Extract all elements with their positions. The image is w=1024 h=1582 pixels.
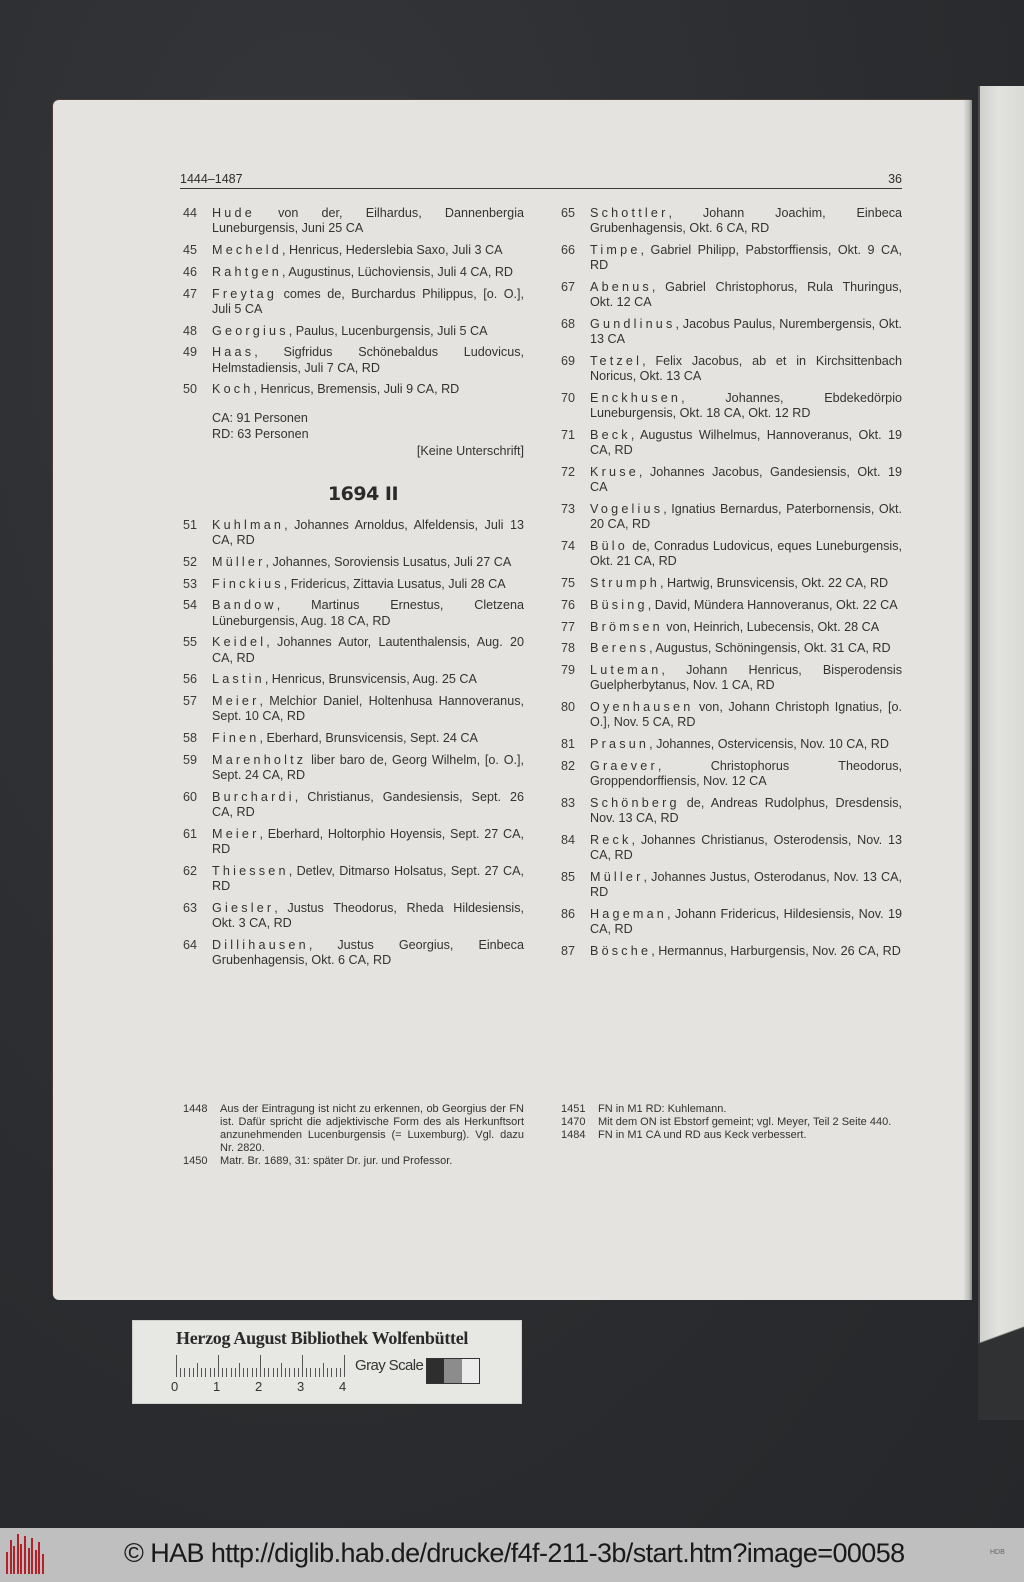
entry-surname: Berens [590, 641, 650, 656]
ruler-tick [252, 1368, 253, 1377]
register-entry [558, 502, 902, 532]
entry-details: de, Conradus Ludovicus, eques Luneburgensis, Okt. 21 CA, RD [590, 539, 902, 569]
entry-list-after [180, 518, 524, 969]
entry-number: 56 [183, 672, 198, 687]
entry-details: , David, Mündera Hannoveranus, Okt. 22 CA [647, 597, 898, 612]
ruler-tick [214, 1368, 215, 1377]
right-column [558, 206, 902, 966]
register-entry [180, 287, 524, 317]
ruler-tick [323, 1363, 324, 1377]
register-entry [558, 833, 902, 863]
ruler-label: 0 [171, 1379, 179, 1394]
copyright-url[interactable]: © HAB http://diglib.hab.de/drucke/f4f-211-3b/start.htm?image=00058 [124, 1538, 905, 1568]
entry-surname: Schönberg [590, 795, 680, 810]
footnote [558, 1116, 902, 1129]
ruler-label: 2 [255, 1379, 263, 1394]
register-entry [558, 796, 902, 826]
register-entry [180, 938, 524, 968]
entry-number: 68 [561, 317, 576, 331]
entry-details: , Eberhard, Brunsvicensis, Sept. 24 CA [259, 731, 478, 746]
register-entry [180, 901, 524, 931]
ruler-tick [189, 1368, 190, 1377]
entry-details: , Justus Theodorus, Rheda Hildesiensis, Okt. 3 CA, RD [212, 900, 524, 931]
entry-details: , Johannes Jacobus, Gandesiensis, Okt. 19 CA [590, 465, 902, 495]
entry-details: von, Heinrich, Lubecensis, Okt. 28 CA [662, 619, 880, 634]
entry-surname: Koch [212, 382, 254, 397]
ruler-tick [331, 1368, 332, 1377]
entry-number: 46 [183, 264, 198, 279]
ruler-tick [218, 1355, 219, 1377]
footnote-text: Mit dem ON ist Ebstorf gemeint; vgl. Meyer, Teil 2 Seite 440. [598, 1116, 892, 1128]
ruler-tick [247, 1368, 248, 1377]
entry-details: von, Johann Christoph Ignatius, [o. O.], Nov. 5 CA, RD [590, 700, 902, 730]
entry-number: 58 [183, 731, 198, 746]
entry-surname: Reck [590, 832, 632, 847]
entry-surname: Keidel [212, 635, 267, 650]
entry-surname: Müller [212, 554, 266, 569]
entry-surname: Marenholtz [212, 752, 307, 767]
mini-mark: HDB [990, 1549, 1005, 1556]
entry-details: , Augustinus, Lüchoviensis, Juli 4 CA, RD [282, 264, 514, 279]
entry-surname: Dillihausen [212, 937, 309, 952]
entry-number: 70 [561, 391, 576, 405]
entry-details: , Felix Jacobus, ab et in Kirchsittenbach Noricus, Okt. 13 CA [590, 354, 902, 384]
ruler-tick [302, 1355, 303, 1377]
ruler-label: 1 [213, 1379, 221, 1394]
entry-surname: Meier [212, 826, 260, 841]
entry-details: , Christianus, Gandesiensis, Sept. 26 CA, RD [212, 789, 524, 820]
ruler-tick [264, 1368, 265, 1377]
register-entry [180, 206, 524, 236]
entry-surname: Mecheld [212, 243, 283, 257]
entry-details: de, Andreas Rudolphus, Dresdensis, Nov. 13 CA, RD [590, 795, 902, 826]
entry-details: , Johannes Autor, Lautenthalensis, Aug. 20 CA, RD [212, 635, 524, 665]
ruler-tick [222, 1368, 223, 1377]
entry-surname: Kruse [590, 465, 639, 479]
entry-details: , Henricus, Brunsvicensis, Aug. 25 CA [264, 672, 477, 687]
register-entry [180, 635, 524, 665]
ruler-tick [193, 1368, 194, 1377]
register-entry [558, 737, 902, 752]
entry-number: 79 [561, 663, 576, 678]
entry-surname: Giesler [212, 900, 275, 915]
summary-ca: CA: 91 Personen [212, 410, 308, 425]
footnote-number: 1484 [561, 1129, 586, 1141]
summary-rd: RD: 63 Personen [212, 426, 309, 441]
footnote-text: Matr. Br. 1689, 31: später Dr. jur. und Professor. [220, 1155, 453, 1167]
entry-surname: Burchardi [212, 789, 295, 804]
ruler-tick [281, 1363, 282, 1377]
ruler-tick [231, 1368, 232, 1377]
entry-details: , Johannes, Ostervicensis, Nov. 10 CA, RD [649, 737, 889, 752]
entry-number: 48 [183, 323, 198, 338]
entry-number: 52 [183, 554, 198, 569]
entry-number: 76 [561, 597, 576, 612]
entry-details: , Sigfridus Schönebaldus Ludovicus, Helmstadiensis, Juli 7 CA, RD [212, 345, 524, 375]
entry-details: , Fridericus, Zittavia Lusatus, Juli 28 CA [283, 576, 506, 591]
entry-surname: Gundlinus [590, 317, 676, 331]
entry-number: 47 [183, 286, 198, 301]
entry-details: , Johannes Arnoldus, Alfeldensis, Juli 13 CA, RD [212, 517, 524, 547]
register-entry [180, 577, 524, 592]
entry-details: , Paulus, Lucenburgensis, Juli 5 CA [288, 323, 488, 338]
ruler-tick [315, 1368, 316, 1377]
gray-swatch [427, 1359, 444, 1383]
entry-surname: Hude [212, 206, 255, 220]
entry-number: 80 [561, 700, 576, 715]
entry-surname: Brömsen [590, 619, 663, 634]
entry-number: 61 [183, 826, 198, 841]
entry-surname: Bösche [590, 943, 652, 958]
entry-surname: Haas [212, 345, 255, 360]
register-entry [180, 864, 524, 894]
entry-number: 57 [183, 694, 198, 709]
entry-surname: Meier [212, 694, 260, 709]
entry-number: 65 [561, 206, 576, 220]
entry-details: , Detlev, Ditmarso Holsatus, Sept. 27 CA, RD [212, 863, 524, 894]
footnotes-left [180, 1103, 524, 1168]
entry-number: 75 [561, 576, 576, 590]
facing-page-shadow [978, 1280, 1024, 1420]
entry-details: , Johann Fridericus, Hildesiensis, Nov. 19 CA, RD [590, 906, 902, 937]
entry-details: , Christophorus Theodorus, Groppendorffiensis, Nov. 12 CA [590, 758, 902, 789]
page-number: 36 [888, 172, 902, 186]
register-entry [180, 731, 524, 746]
entry-details: , Johannes, Soroviensis Lusatus, Juli 27 CA [265, 554, 512, 569]
footnote-text: FN in M1 CA und RD aus Keck verbessert. [598, 1129, 807, 1141]
color-calibration-card [132, 1320, 522, 1404]
entry-number: 87 [561, 943, 576, 958]
entry-details: , Johannes Christianus, Osterodensis, Nov. 13 CA, RD [590, 832, 902, 863]
ruler-tick [344, 1355, 345, 1377]
entry-details: , Jacobus Paulus, Nurembergensis, Okt. 13 CA [590, 317, 902, 347]
entry-number: 66 [561, 243, 576, 257]
entry-details: von der, Eilhardus, Dannenbergia Luneburgensis, Juni 25 CA [212, 206, 524, 236]
entry-list-before [180, 206, 524, 398]
entry-number: 54 [183, 598, 198, 613]
ruler-tick [197, 1363, 198, 1377]
ruler-tick [210, 1368, 211, 1377]
entry-details: , Eberhard, Holtorphio Hoyensis, Sept. 27 CA, RD [212, 826, 524, 857]
signature-note: [Keine Unterschrift] [416, 443, 524, 458]
footnote-text: FN in M1 RD: Kuhlemann. [598, 1103, 727, 1115]
ruler-tick [306, 1368, 307, 1377]
register-entry [558, 576, 902, 591]
ruler-tick [336, 1368, 337, 1377]
register-entry [558, 465, 902, 495]
ruler-label: 3 [297, 1379, 305, 1394]
register-entry [558, 598, 902, 613]
summary-block [180, 410, 524, 459]
entry-details: , Johannes Justus, Osterodanus, Nov. 13 CA, RD [590, 869, 902, 900]
entry-number: 81 [561, 737, 576, 752]
entry-number: 73 [561, 502, 576, 516]
register-entry [558, 354, 902, 384]
ruler-tick [285, 1368, 286, 1377]
ruler-tick [226, 1368, 227, 1377]
register-entry [558, 539, 902, 569]
register-entry [558, 641, 902, 656]
ruler-tick [340, 1368, 341, 1377]
footnote [180, 1155, 524, 1168]
entry-details: , Augustus Wilhelmus, Hannoveranus, Okt. 19 CA, RD [590, 428, 902, 458]
entry-number: 78 [561, 641, 576, 656]
register-entry [180, 827, 524, 857]
entry-surname: Luteman [590, 663, 662, 678]
footnote-number: 1450 [183, 1155, 208, 1167]
entry-number: 53 [183, 576, 198, 591]
entry-number: 45 [183, 243, 198, 257]
entry-number: 62 [183, 863, 198, 878]
entry-surname: Finckius [212, 576, 284, 591]
ruler-label: 4 [339, 1379, 347, 1394]
entry-number: 63 [183, 900, 198, 915]
register-entry [558, 280, 902, 310]
entry-number: 44 [183, 206, 198, 220]
entry-surname: Beck [590, 428, 631, 442]
entry-surname: Timpe [590, 243, 641, 257]
entry-surname: Abenus [590, 280, 652, 294]
ruler-tick [260, 1355, 261, 1377]
gray-swatch [462, 1359, 479, 1383]
ruler-tick [205, 1368, 206, 1377]
library-title: Herzog August Bibliothek Wolfenbüttel [176, 1328, 469, 1348]
entry-number: 60 [183, 789, 198, 804]
ruler-labels [171, 1379, 361, 1395]
entry-surname: Prasun [590, 737, 650, 752]
ruler-tick [298, 1368, 299, 1377]
entry-surname: Georgius [212, 323, 289, 338]
entry-surname: Müller [590, 869, 644, 884]
running-head-range: 1444–1487 [180, 172, 243, 186]
ruler-tick [277, 1368, 278, 1377]
footnote [180, 1103, 524, 1155]
register-entry [558, 663, 902, 693]
entry-surname: Enckhusen [590, 391, 682, 405]
entry-surname: Freytag [212, 286, 278, 301]
footnote [558, 1103, 902, 1116]
entry-details: , Johannes, Ebdekedörpio Luneburgensis, Okt. 18 CA, Okt. 12 RD [590, 391, 902, 421]
entry-number: 55 [183, 635, 198, 650]
entry-details: , Henricus, Bremensis, Juli 9 CA, RD [253, 382, 460, 397]
entry-number: 50 [183, 382, 198, 397]
ruler-tick [289, 1368, 290, 1377]
entry-details: , Melchior Daniel, Holtenhusa Hannoveranus, Sept. 10 CA, RD [212, 694, 524, 724]
register-entry [558, 759, 902, 789]
entry-details: comes de, Burchardus Philippus, [o. O.], Juli 5 CA [212, 286, 524, 316]
entry-surname: Oyenhausen [590, 700, 694, 715]
entry-surname: Vogelius [590, 502, 664, 516]
ruler-tick [184, 1368, 185, 1377]
entry-surname: Schottler [590, 206, 669, 220]
entry-details: , Henricus, Hederslebia Saxo, Juli 3 CA [282, 243, 503, 257]
entry-number: 72 [561, 465, 576, 479]
entry-surname: Finen [212, 731, 260, 746]
register-entry [180, 753, 524, 783]
register-entry [180, 672, 524, 687]
footnotes-right [558, 1103, 902, 1142]
footnote-number: 1451 [561, 1103, 586, 1115]
entry-number: 49 [183, 345, 198, 360]
entry-surname: Bandow [212, 598, 277, 613]
entry-surname: Graever [590, 758, 658, 773]
entry-number: 67 [561, 280, 576, 294]
left-column [180, 206, 524, 975]
gray-scale-swatches [426, 1358, 480, 1384]
register-entry [180, 382, 524, 397]
entry-number: 51 [183, 517, 198, 532]
entry-details: , Johann Joachim, Einbeca Grubenhagensis, Okt. 6 CA, RD [590, 206, 902, 236]
register-entry [180, 694, 524, 724]
ruler-tick [268, 1368, 269, 1377]
register-entry [558, 206, 902, 236]
register-entry [180, 518, 524, 548]
register-entry [180, 324, 524, 339]
ruler-tick [327, 1368, 328, 1377]
entry-details: , Johann Henricus, Bisperodensis Guelpherbytanus, Nov. 1 CA, RD [590, 663, 902, 693]
register-entry [558, 243, 902, 273]
entry-surname: Kuhlman [212, 517, 285, 532]
entry-surname: Büsing [590, 597, 648, 612]
entry-surname: Bülo [590, 539, 629, 553]
gray-scale-label: Gray Scale [355, 1357, 424, 1374]
entry-details: , Justus Georgius, Einbeca Grubenhagensis, Okt. 6 CA, RD [212, 937, 524, 968]
register-entry [180, 598, 524, 628]
entry-number: 86 [561, 906, 576, 921]
hab-logo-icon [6, 1534, 48, 1576]
entry-number: 59 [183, 752, 198, 767]
footnote-number: 1448 [183, 1103, 208, 1115]
entry-details: , Gabriel Philipp, Pabstorffiensis, Okt. 9 CA, RD [590, 243, 902, 273]
footnote [558, 1129, 902, 1142]
ruler-tick [319, 1368, 320, 1377]
footnote-number: 1470 [561, 1116, 586, 1128]
entry-surname: Thiessen [212, 863, 289, 878]
ruler-tick [294, 1368, 295, 1377]
ruler-scale [176, 1355, 346, 1377]
ruler-tick [256, 1368, 257, 1377]
register-entry [180, 345, 524, 375]
ruler-tick [176, 1355, 177, 1377]
entry-number: 74 [561, 539, 576, 553]
register-entry [180, 265, 524, 280]
register-entry [558, 870, 902, 900]
entry-surname: Rahtgen [212, 264, 283, 279]
register-entry [180, 555, 524, 570]
register-entry [558, 428, 902, 458]
register-entry [180, 243, 524, 258]
entry-number: 85 [561, 869, 576, 884]
register-entry [558, 944, 902, 959]
ruler-tick [243, 1368, 244, 1377]
entry-surname: Hageman [590, 906, 668, 921]
footer-bar [0, 1528, 1024, 1582]
entry-details: , Augustus, Schöningensis, Okt. 31 CA, RD [649, 641, 891, 656]
entry-number: 64 [183, 937, 198, 952]
register-entry [558, 700, 902, 730]
register-entry [558, 620, 902, 635]
facing-page-edge [978, 86, 1024, 1406]
entry-surname: Tetzel [590, 354, 643, 368]
entry-details: , Martinus Ernestus, Cletzena Lüneburgensis, Aug. 18 CA, RD [212, 598, 524, 628]
register-entry [558, 317, 902, 347]
entry-details: , Ignatius Bernardus, Paterbornensis, Okt. 20 CA, RD [590, 502, 902, 532]
footnote-text: Aus der Eintragung ist nicht zu erkennen, ob Georgius der FN ist. Dafür spricht die adjektivische Form des als Herkunftsort anzunehmenden Lucenburgensis (= Luxemburg). Vgl. dazu Nr. 2820. [220, 1103, 524, 1154]
running-head [180, 172, 902, 189]
entry-surname: Strumph [590, 576, 660, 590]
entry-details: , Hartwig, Brunsvicensis, Okt. 22 CA, RD [660, 576, 889, 590]
entry-details: , Gabriel Christophorus, Rula Thuringus, Okt. 12 CA [590, 280, 902, 310]
register-entry [558, 907, 902, 937]
register-entry [180, 790, 524, 820]
page-gutter [964, 100, 972, 1300]
register-entry [558, 391, 902, 421]
entry-number: 71 [561, 428, 576, 442]
entry-number: 77 [561, 619, 576, 634]
ruler-tick [180, 1368, 181, 1377]
ruler-tick [201, 1368, 202, 1377]
entry-number: 82 [561, 758, 576, 773]
entry-details: liber baro de, Georg Wilhelm, [o. O.], Sept. 24 CA, RD [212, 752, 524, 783]
gray-swatch [444, 1359, 461, 1383]
entry-details: , Hermannus, Harburgensis, Nov. 26 CA, RD [651, 943, 901, 958]
ruler-tick [310, 1368, 311, 1377]
ruler-tick [235, 1368, 236, 1377]
entry-number: 84 [561, 832, 576, 847]
entry-surname: Lastin [212, 672, 265, 687]
ruler-tick [273, 1368, 274, 1377]
entry-number: 83 [561, 795, 576, 810]
section-heading: 1694 II [327, 482, 399, 505]
entry-number: 69 [561, 354, 576, 368]
ruler-tick [239, 1363, 240, 1377]
entry-list-right [558, 206, 902, 959]
